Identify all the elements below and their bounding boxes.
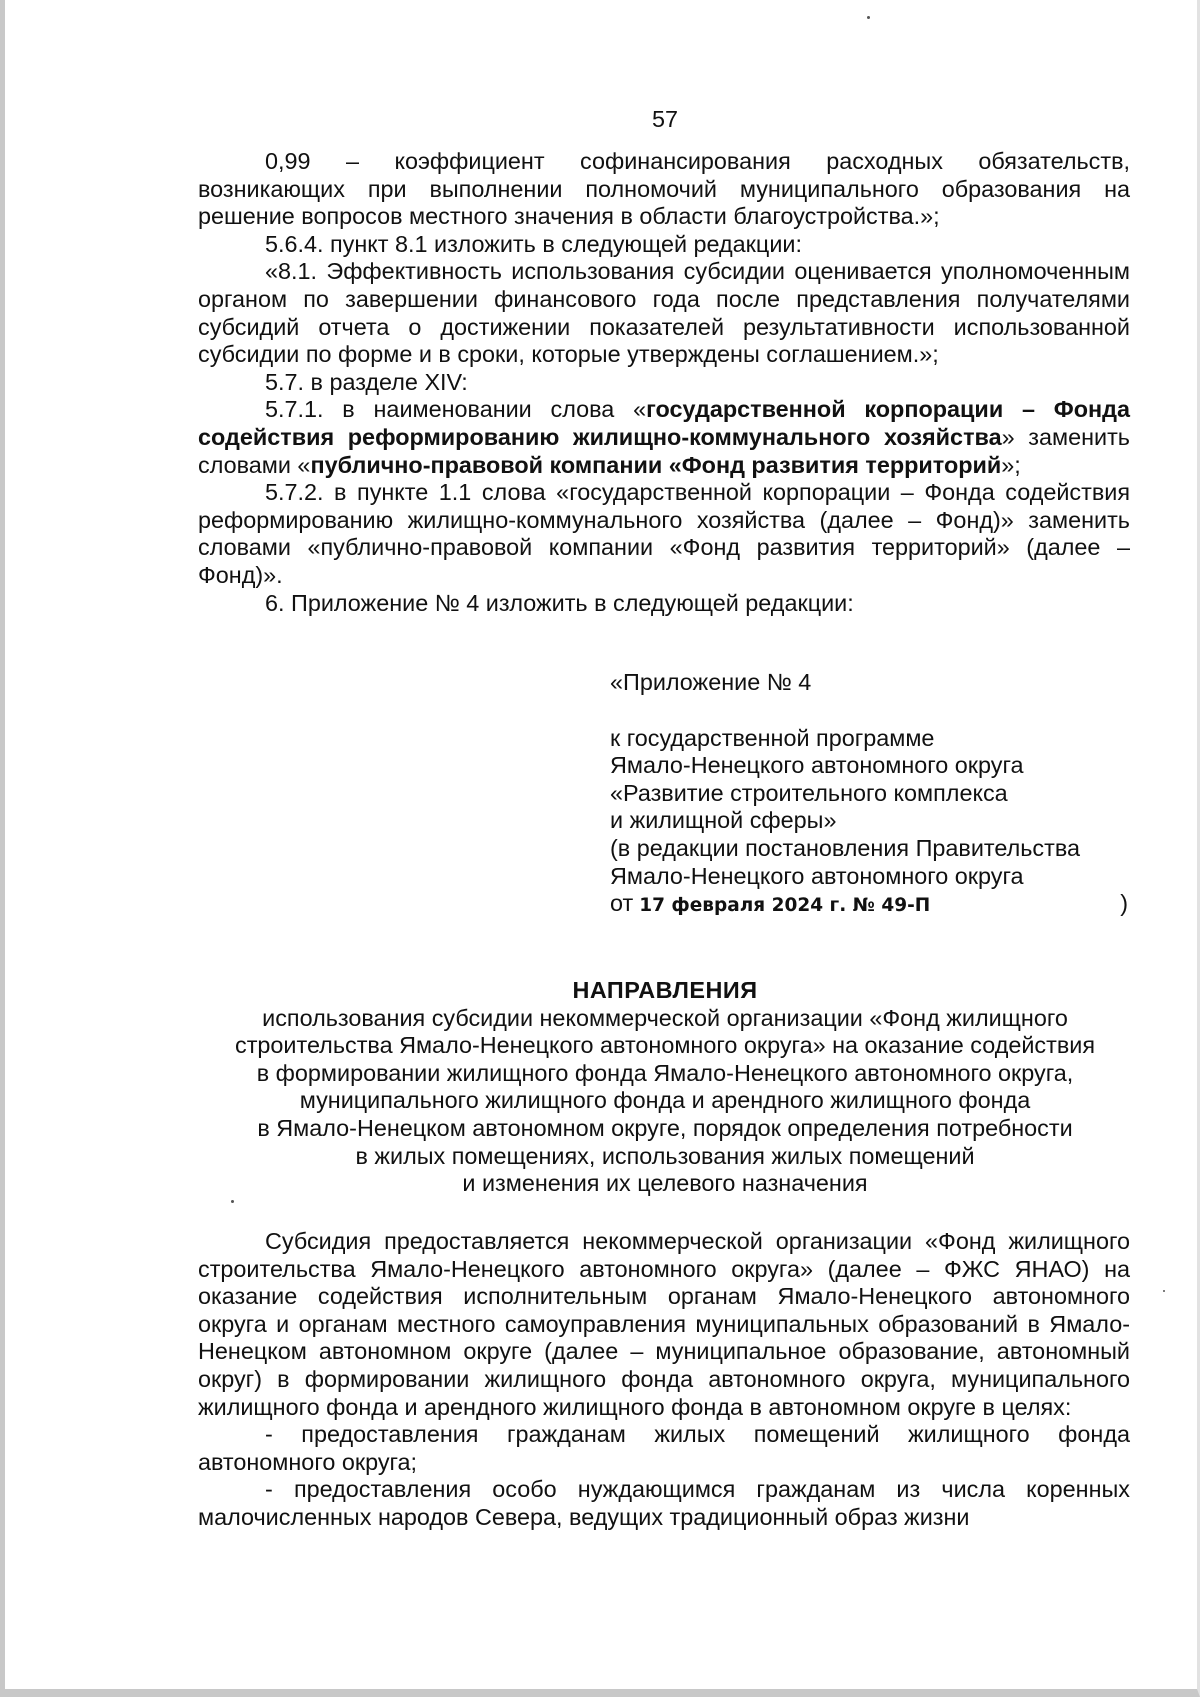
p571-part-c: » заменить словами « — [198, 423, 1130, 478]
paragraph-5-7: 5.7. в разделе XIV: — [265, 368, 468, 395]
appendix-heading: «Приложение № 4 — [610, 669, 812, 695]
title-line: муниципального жилищного фонда и арендного жилищного фонда — [299, 1087, 1031, 1114]
paragraph-5-7-1 — [198, 396, 1130, 479]
title-line: использования субсидии некоммерческой организации «Фонд жилищного — [262, 1004, 1068, 1031]
list-item-indigenous: - предоставления особо нуждающимся гражданам из числа коренных малочисленных народов Севера, ведущих традиционный образ жизни — [198, 1476, 1130, 1530]
scan-speck — [231, 1200, 234, 1203]
p571-part-e: »; — [1001, 451, 1021, 478]
date-prefix: от — [610, 890, 634, 917]
page-number: 57 — [651, 106, 679, 132]
paragraph-subsidy: Субсидия предоставляется некоммерческой организации «Фонд жилищного строительства Ямало-Ненецкого автономного округа» (далее – ФЖС ЯНАО) на оказание содействия исполнительным органам Ямало-Ненецкого автономного округа и органам местного самоуправления муниципальных образований в Ямало-Ненецком автономном округе (далее – муниципальное образование, автономный округ) в формировании жилищного фонда автономного округа, муниципального жилищного фонда и арендного жилищного фонда в автономном округе в целях: — [198, 1228, 1130, 1420]
title-line: строительства Ямало-Ненецкого автономного округа» на оказание содействия — [235, 1032, 1095, 1059]
paragraph-5-7-2: 5.7.2. в пункте 1.1 слова «государственной корпорации – Фонда содействия реформированию жилищно-коммунального хозяйства (далее – Фонд)» заменить словами «публично-правовой компании «Фонд развития территорий» (далее – Фонд)». — [198, 479, 1130, 588]
appendix-approval-block — [610, 669, 1130, 920]
appendix-line: к государственной программе — [610, 724, 935, 751]
title-line: в Ямало-Ненецком автономном округе, порядок определения потребности — [257, 1114, 1073, 1141]
p571-part-a: 5.7.1. в наименовании слова « — [265, 396, 647, 423]
document-title: НАПРАВЛЕНИЯ — [572, 977, 758, 1003]
document-title-block — [155, 977, 1175, 1198]
scan-speck — [867, 16, 870, 19]
paragraph-8-1: «8.1. Эффективность использования субсидии оценивается уполномоченным органом по завершении финансового года после представления получателями субсидий отчета о достижении показателей результативности использованной субсидии по форме и в сроки, которые утверждены соглашением.»; — [198, 258, 1130, 368]
scan-speck — [1163, 1290, 1165, 1292]
p571-old-name: государственной корпорации – Фонда содействия реформированию жилищно-коммунального хозяйства — [198, 396, 1131, 450]
title-line: в формировании жилищного фонда Ямало-Ненецкого автономного округа, — [256, 1059, 1074, 1086]
appendix-line: «Развитие строительного комплекса — [610, 779, 1008, 806]
appendix-line: Ямало-Ненецкого автономного округа — [610, 862, 1024, 889]
appendix-line: (в редакции постановления Правительства — [610, 834, 1081, 861]
appendix-line: Ямало-Ненецкого автономного округа — [610, 752, 1024, 779]
title-line: в жилых помещениях, использования жилых помещений — [355, 1142, 975, 1169]
closing-parenthesis: ) — [1120, 890, 1128, 917]
list-item-citizens: - предоставления гражданам жилых помещений жилищного фонда автономного округа; — [198, 1421, 1130, 1475]
paragraph-coefficient: 0,99 – коэффициент софинансирования расходных обязательств, возникающих при выполнении полномочий муниципального образования на решение вопросов местного значения в области благоустройства.»; — [198, 148, 1130, 230]
paragraph-5-6-4: 5.6.4. пункт 8.1 изложить в следующей редакции: — [265, 230, 802, 257]
body-text-top — [198, 148, 1130, 617]
resolution-date-row — [610, 890, 1130, 920]
paragraph-6: 6. Приложение № 4 изложить в следующей редакции: — [265, 589, 854, 616]
resolution-date: 17 февраля 2024 г. № 49-П — [639, 895, 931, 917]
appendix-line: и жилищной сферы» — [610, 807, 837, 834]
body-text-bottom — [198, 1228, 1130, 1532]
p571-new-name: публично-правовой компании «Фонд развития территорий — [310, 451, 1002, 478]
title-line: и изменения их целевого назначения — [462, 1170, 868, 1197]
